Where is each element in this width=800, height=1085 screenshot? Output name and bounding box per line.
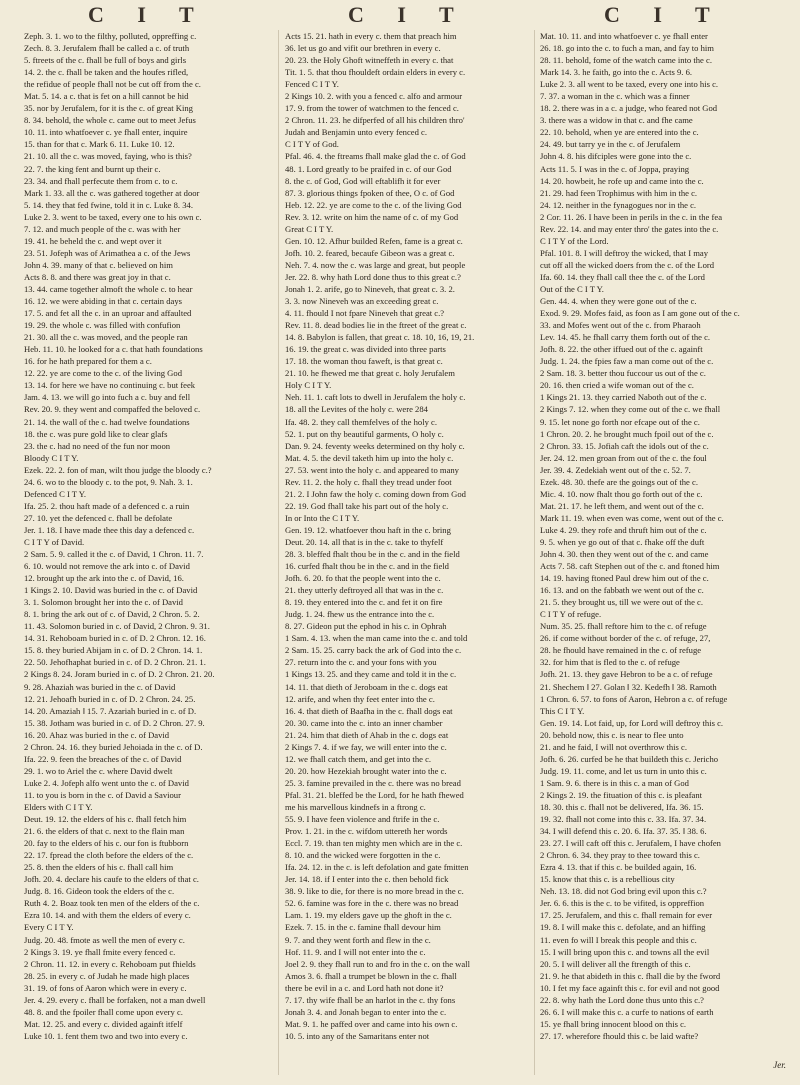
concordance-entry-line: 8. 10. and the wicked were forgotten in the c. (285, 850, 441, 861)
concordance-entry-line: Jofh. 10. 2. feared, becaufe Gibeon was a great c. (285, 247, 455, 258)
concordance-entry-line: 10. 5. into any of the Samaritans enter not (285, 1030, 430, 1041)
concordance-entry-line: 21. 5. they brought us, till we were out of the c. (540, 597, 704, 608)
concordance-entry-line: 5. ftreets of the c. fhall be full of boys and girls (24, 55, 187, 66)
concordance-column-right (540, 30, 785, 1042)
concordance-entry-line: 14. 11. that dieth of Jeroboam in the c. dogs eat (285, 681, 448, 692)
concordance-entry-line: Neh. 7. 4. now the c. was large and great, but people (285, 259, 466, 270)
concordance-entry-line: 35. nor by Jerufalem, for it is the c. of great King (24, 103, 193, 114)
concordance-entry-line: 20. behold now, this c. is near to flee unto (540, 729, 684, 740)
concordance-entry-line: 11. to you is born in the c. of David a Saviour (24, 789, 181, 800)
concordance-entry-line: Deut. 20. 14. all that is in the c. take to thyfelf (285, 536, 444, 547)
concordance-entry-line: 23. 27. I will caft off this c. Jerufalem, I have chofen (540, 838, 721, 849)
concordance-entry-line: 26. if come without border of the c. of refuge, 27, (540, 633, 711, 644)
concordance-entry-line: 15. than for that c. Mark 6. 11. Luke 10. 12. (24, 139, 175, 150)
concordance-entry-line: 2 Kings 7. 4. if we fay, we will enter into the c. (285, 741, 447, 752)
concordance-entry-line: Rev. 3. 12. write on him the name of c. of my God (285, 211, 459, 222)
concordance-entry-line: Gen. 19. 14. Lot faid, up, for Lord will deftroy this c. (540, 717, 724, 728)
concordance-entry-line: Luke 4. 29. they rofe and thruft him out of the c. (540, 524, 707, 535)
concordance-entry-line: me his marvellous kindnefs in a ftrong c. (285, 802, 426, 812)
concordance-entry-line: 10. I fet my face againft this c. for evil and not good (540, 982, 720, 993)
concordance-entry-line: Pfal. 101. 8. I will deftroy the wicked, that I may (540, 247, 709, 258)
concordance-entry-line: Gen. 19. 12. whatfoever thou haft in the c. bring (285, 524, 451, 535)
concordance-entry-line: Mat. 4. 5. the devil taketh him up into the holy c. (285, 452, 454, 463)
concordance-entry-line: Jonah 1. 2. arife, go to Nineveh, that great c. 3. 2. (285, 283, 455, 294)
concordance-entry-line: Ezra 10. 14. and with them the elders of every c. (24, 910, 191, 921)
concordance-entry-line: 2 Chron. 33. 15. Jofiah caft the idols out of the c. (540, 440, 709, 451)
concordance-entry-line: Amos 3. 6. fhall a trumpet be blown in the c. fhall (285, 970, 457, 981)
concordance-entry-line: 1 Sam. 9. 6. there is in this c. a man of God (540, 777, 689, 788)
concordance-entry-line: 52. 1. put on thy beautiful garments, O holy c. (285, 428, 444, 439)
concordance-entry-line: Jofh. 8. 22. the other iffued out of the c. againft (540, 344, 703, 355)
concordance-entry-line: Luke 10. 1. fent them two and two into every c. (24, 1030, 188, 1041)
concordance-entry-line: Jofh. 20. 4. declare his caufe to the elders of that c. (24, 874, 199, 885)
concordance-entry-line: 20. 5. I will deliver all the ftrength of this c. (540, 958, 691, 969)
concordance-entry-line: Gen. 10. 12. Afhur builded Refen, fame is a great c. (285, 235, 463, 246)
concordance-entry-line: 23. the c. had no need of the fun nor moon (24, 440, 171, 451)
concordance-entry-line: Elders with C I T Y. (24, 802, 93, 812)
concordance-entry-line: 2 Sam. 18. 3. better thou fuccour us out of the c. (540, 368, 706, 379)
concordance-entry-line: 87. 3. glorious things fpoken of thee, O c. of God (285, 187, 455, 198)
concordance-entry-line: 2 Sam. 5. 9. called it the c. of David, 1 Chron. 11. 7. (24, 549, 204, 560)
concordance-entry-line: 8. 1. bring the ark out of c. of David, 2 Chron. 5. 2. (24, 609, 200, 620)
concordance-entry-line: Mat. 21. 17. he left them, and went out of the c. (540, 500, 704, 511)
concordance-entry-line: 16. 12. we were abiding in that c. certain days (24, 296, 182, 307)
concordance-entry-line: 17. 25. Jerufalem, and this c. fhall remain for ever (540, 910, 713, 921)
concordance-entry-line: Ezek. 22. 2. fon of man, wilt thou judge the bloody c.? (24, 464, 212, 475)
concordance-entry-line: 21. 14. the wall of the c. had twelve foundations (24, 416, 190, 427)
concordance-entry-line: 34. I will defend this c. 20. 6. Ifa. 37. 35. ‖ 38. 6. (540, 826, 707, 837)
concordance-entry-line: 6. 10. would not remove the ark into c. of David (24, 561, 190, 572)
concordance-entry-line: Defenced C I T Y. (24, 488, 86, 499)
concordance-entry-line: 31. 19. of fons of Aaron which were in every c. (24, 982, 187, 993)
concordance-entry-line: Jam. 4. 13. we will go into fuch a c. buy and fell (24, 392, 191, 403)
concordance-entry-line: 55. 9. I have feen violence and ftrife in the c. (285, 814, 440, 825)
running-head-right: C I T (604, 2, 724, 27)
concordance-entry-line: 8. 34. behold, the whole c. came out to meet Jefus (24, 115, 196, 126)
concordance-entry-line: 1 Chron. 20. 2. he brought much fpoil out of the c. (540, 428, 714, 439)
concordance-entry-line: Ifa. 60. 14. they fhall call thee the c. of the Lord (540, 271, 705, 282)
concordance-entry-line: Lam. 1. 19. my elders gave up the ghoft in the c. (285, 910, 452, 921)
concordance-entry-line: 2 Chron. 6. 34. they pray to thee toward this c. (540, 850, 700, 861)
concordance-entry-line: Eccl. 7. 19. than ten mighty men which are in the c. (285, 838, 463, 849)
concordance-entry-line: Ruth 4. 2. Boaz took ten men of the elders of the c. (24, 898, 200, 909)
concordance-entry-line: Mat. 5. 14. a c. that is fet on a hill cannot be hid (24, 91, 189, 102)
concordance-entry-line: 15. 38. Jotham was buried in c. of D. 2 Chron. 27. 9. (24, 717, 205, 728)
concordance-entry-line: Rev. 11. 8. dead bodies lie in the ftreet of the great c. (285, 320, 467, 331)
concordance-entry-line: Heb. 11. 10. he looked for a c. that hath foundations (24, 344, 203, 355)
concordance-entry-line: 3. 3. now Nineveh was an exceeding great c. (285, 296, 439, 307)
concordance-column-left (24, 30, 270, 1042)
concordance-entry-line: 2 Kings 7. 12. when they come out of the c. we fhall (540, 404, 721, 415)
concordance-entry-line: 20. 20. how Hezekiah brought water into the c. (285, 765, 447, 776)
concordance-entry-line: 22. 7. the king fent and burnt up their c. (24, 163, 161, 174)
concordance-entry-line: 12. 21. Jehoafh buried in c. of D. 2 Chron. 24. 25. (24, 693, 196, 704)
concordance-entry-line: 14. 20. howbeit, he rofe up and came into the c. (540, 175, 704, 186)
concordance-entry-line: Lev. 14. 45. he fhall carry them forth out of the c. (540, 332, 711, 343)
concordance-entry-line: 24. 6. wo to the bloody c. to the pot, 9. Nah. 3. 1. (24, 476, 193, 487)
concordance-entry-line: Neh. 11. 1. caft lots to dwell in Jerufalem the holy c. (285, 392, 466, 403)
concordance-entry-line: 21. 9. he that abideth in this c. fhall die by the fword (540, 970, 721, 981)
concordance-entry-line: Jer. 1. 18. I have made thee this day a defenced c. (24, 524, 195, 535)
concordance-entry-line: 28. 3. bleffed fhalt thou be in the c. and in the field (285, 549, 460, 560)
concordance-entry-line: 14. 20. Amaziah ‖ 15. 7. Azariah buried in c. of D. (24, 705, 197, 716)
concordance-entry-line: 1 Chron. 6. 57. to fons of Aaron, Hebron a c. of refuge (540, 693, 728, 704)
concordance-entry-line: Ezra 4. 13. that if this c. be builded again, 16. (540, 862, 697, 873)
concordance-entry-line: Pfal. 31. 21. bleffed be the Lord, for he hath fhewed (285, 789, 464, 800)
concordance-entry-line: 8. the c. of God, God will eftablifh it for ever (285, 175, 441, 186)
concordance-entry-line: 22. 19. God fhall take his part out of the holy c. (285, 500, 449, 511)
concordance-entry-line: Ifa. 48. 2. they call themfelves of the holy c. (285, 416, 438, 427)
concordance-entry-line: 12. arife, and when thy feet enter into the c. (285, 693, 435, 704)
concordance-entry-line: Zech. 8. 3. Jerufalem fhall be called a c. of truth (24, 43, 190, 54)
concordance-entry-line: C I T Y of the Lord. (540, 235, 609, 246)
concordance-entry-line: 25. 8. then the elders of his c. fhall call him (24, 862, 174, 873)
concordance-entry-line: 21. 10. he fhewed me that great c. holy Jerufalem (285, 368, 455, 379)
concordance-entry-line: the refidue of people fhall not be cut off from the c. (24, 79, 201, 90)
concordance-entry-line: 18. 30. this c. fhall not be delivered, Ifa. 36. 15. (540, 802, 704, 812)
concordance-entry-line: 15. 8. they buried Abijam in c. of D. 2 Chron. 14. 1. (24, 645, 203, 656)
concordance-entry-line: Deut. 19. 12. the elders of his c. fhall fetch him (24, 814, 187, 825)
concordance-entry-line: 19. 8. I will make this c. defolate, and an hiffing (540, 922, 706, 933)
concordance-entry-line: 1 Kings 13. 25. and they came and told it in the c. (285, 669, 457, 680)
concordance-entry-line: 2 Kings 8. 24. Joram buried in c. of D. 2 Chron. 21. 20. (24, 669, 215, 680)
concordance-entry-line: 20. 16. then cried a wife woman out of the c. (540, 380, 694, 391)
concordance-entry-line: 27. 10. yet the defenced c. fhall be defolate (24, 512, 173, 523)
concordance-entry-line: 27. return into the c. and your fons with you (285, 657, 437, 668)
page-header (0, 0, 800, 30)
column-rule-left (278, 30, 279, 1075)
concordance-entry-line: Mark 1. 33. all the c. was gathered together at door (24, 187, 200, 198)
concordance-entry-line: Luke 2. 3. went to be taxed, every one to his own c. (24, 211, 202, 222)
concordance-entry-line: Mark 14. 3. he faith, go into the c. Acts 9. 6. (540, 67, 693, 78)
concordance-entry-line: 17. 9. from the tower of watchmen to the fenced c. (285, 103, 459, 114)
concordance-entry-line: 3. 1. Solomon brought her into the c. of David (24, 597, 183, 608)
concordance-entry-line: John 4. 30. then they went out of the c. and came (540, 549, 709, 560)
concordance-entry-line: Jofh. 21. 13. they gave Hebron to be a c. of refuge (540, 669, 713, 680)
concordance-entry-line: 19. 41. he beheld the c. and wept over it (24, 235, 162, 246)
concordance-entry-line: 21. 6. the elders of that c. next to the flain man (24, 826, 185, 837)
concordance-entry-line: 26. 18. go into the c. to fuch a man, and fay to him (540, 43, 714, 54)
catchword: Jer. (773, 1060, 786, 1070)
concordance-entry-line: 28. 11. behold, fome of the watch came into the c. (540, 55, 712, 66)
concordance-entry-line: Rev. 22. 14. and may enter thro' the gates into the c. (540, 223, 719, 234)
concordance-entry-line: 52. 6. famine was fore in the c. there was no bread (285, 898, 459, 909)
concordance-entry-line: 12. 22. ye are come to the c. of the living God (24, 368, 182, 379)
concordance-entry-line: Tit. 1. 5. that thou fhouldeft ordain elders in every c. (285, 67, 466, 78)
concordance-entry-line: 2 Kings 3. 19. ye fhall fmite every fenced c. (24, 946, 176, 957)
concordance-entry-line: 2 Sam. 15. 25. carry back the ark of God into the c. (285, 645, 462, 656)
concordance-entry-line: 14. 8. Babylon is fallen, that great c. 18. 10, 16, 19, 21. (285, 332, 475, 343)
concordance-entry-line: 11. 43. Solomon buried in c. of David, 2 Chron. 9. 31. (24, 621, 210, 632)
concordance-entry-line: 19. 29. the whole c. was filled with confufion (24, 320, 181, 331)
concordance-entry-line: Every C I T Y. (24, 922, 74, 933)
concordance-entry-line: Jer. 22. 8. why hath Lord done thus to this great c.? (285, 271, 461, 282)
column-rule-right (534, 30, 535, 1075)
concordance-entry-line: 38. 9. like to die, for there is no more bread in the c. (285, 886, 464, 897)
concordance-entry-line: Mat. 9. 1. he paffed over and came into his own c. (285, 1018, 458, 1029)
concordance-entry-line: Jer. 24. 12. men groan from out of the c. the foul (540, 452, 707, 463)
concordance-entry-line: Judg. 1. 24. the fpies faw a man come out of the c. (540, 356, 714, 367)
concordance-entry-line: 15. I will bring upon this c. and towns all the evil (540, 946, 710, 957)
concordance-entry-line: 10. 11. into whatfoever c. ye fhall enter, inquire (24, 127, 188, 138)
concordance-entry-line: 18. 2. there was in a c. a judge, who feared not God (540, 103, 718, 114)
concordance-entry-line: Jofh. 6. 26. curfed be he that buildeth this c. Jericho (540, 753, 719, 764)
concordance-entry-line: Num. 35. 25. fhall reftore him to the c. of refuge (540, 621, 707, 632)
concordance-entry-line: John 4. 8. his difciples were gone into the c. (540, 151, 692, 162)
concordance-entry-line: 2 Chron. 11. 12. in every c. Rehoboam put fhields (24, 958, 196, 969)
concordance-entry-line: Pfal. 46. 4. the ftreams fhall make glad the c. of God (285, 151, 466, 162)
concordance-entry-line: Acts 8. 8. and there was great joy in that c. (24, 271, 171, 282)
concordance-entry-line: Judg. 19. 11. come, and let us turn in unto this c. (540, 765, 707, 776)
concordance-entry-line: 17. 18. the woman thou faweft, is that great c. (285, 356, 443, 367)
concordance-entry-line: cut off all the wicked doers from the c. of the Lord (540, 259, 715, 270)
concordance-entry-line: 33. and Mofes went out of the c. from Pharaoh (540, 320, 701, 331)
concordance-entry-line: Dan. 9. 24. feventy weeks determined on thy holy c. (285, 440, 465, 451)
concordance-entry-line: 22. 10. behold, when ye are entered into the c. (540, 127, 699, 138)
concordance-entry-line: Judg. 8. 16. Gideon took the elders of the c. (24, 886, 175, 897)
concordance-entry-line: 13. 14. for here we have no continuing c. but feek (24, 380, 196, 391)
concordance-entry-line: there be evil in a c. and Lord hath not done it? (285, 982, 444, 993)
concordance-entry-line: Neh. 13. 18. did not God bring evil upon this c.? (540, 886, 707, 897)
concordance-entry-line: Exod. 9. 29. Mofes faid, as foon as I am gone out of the c. (540, 308, 740, 319)
concordance-entry-line: 27. 53. went into the holy c. and appeared to many (285, 464, 459, 475)
concordance-entry-line: 14. 2. the c. fhall be taken and the houfes rifled, (24, 67, 189, 78)
concordance-entry-line: 7. 17. thy wife fhall be an harlot in the c. thy fons (285, 994, 456, 1005)
concordance-entry-line: Gen. 44. 4. when they were gone out of the c. (540, 296, 697, 307)
concordance-entry-line: 2 Kings 10. 2. with you a fenced c. alfo and armour (285, 91, 463, 102)
concordance-entry-line: 1 Kings 2. 10. David was buried in the c. of David (24, 585, 198, 596)
concordance-entry-line: 22. 17. fpread the cloth before the elders of the c. (24, 850, 194, 861)
concordance-entry-line: Ifa. 24. 12. in the c. is left defolation and gate fmitten (285, 862, 469, 873)
concordance-entry-line: 28. he fhould have remained in the c. of refuge (540, 645, 702, 656)
concordance-entry-line: Acts 15. 21. hath in every c. them that preach him (285, 31, 457, 41)
concordance-entry-line: 2 Kings 2. 19. the fituation of this c. is pleafant (540, 789, 703, 800)
concordance-entry-line: 9. 28. Ahaziah was buried in the c. of David (24, 681, 176, 692)
concordance-entry-line: Jonah 3. 4. and Jonah began to enter into the c. (285, 1006, 447, 1017)
concordance-entry-line: 20. 30. came into the c. into an inner chamber (285, 717, 443, 728)
concordance-entry-line: 17. 5. and fet all the c. in an uproar and affaulted (24, 308, 192, 319)
concordance-entry-line: 16. 19. the great c. was divided into three parts (285, 344, 446, 355)
concordance-entry-line: 15. ye fhall bring innocent blood on this c. (540, 1018, 687, 1029)
concordance-entry-line: Mat. 10. 11. and into whatfoever c. ye fhall enter (540, 31, 708, 41)
concordance-entry-line: 22. 50. Jehofhaphat buried in c. of D. 2 Chron. 21. 1. (24, 657, 206, 668)
concordance-column-middle (285, 30, 531, 1042)
concordance-entry-line: Luke 2. 3. all went to be taxed, every one into his c. (540, 79, 719, 90)
concordance-entry-line: 4. 11. fhould I not fpare Nineveh that great c.? (285, 308, 445, 319)
concordance-entry-line: 7. 12. and much people of the c. was with her (24, 223, 181, 234)
concordance-entry-line: 48. 8. and the fpoiler fhall come upon every c. (24, 1006, 183, 1017)
concordance-entry-line: 16. 13. and on the fabbath we went out of the c. (540, 585, 704, 596)
concordance-entry-line: 32. for him that is fled to the c. of refuge (540, 657, 680, 668)
concordance-entry-line: 9. 5. when ye go out of that c. fhake off the duft (540, 536, 705, 547)
concordance-entry-line: 21. 29. had feen Trophimus with him in the c. (540, 187, 698, 198)
concordance-entry-line: 14. 31. Rehoboam buried in c. of D. 2 Chron. 12. 16. (24, 633, 206, 644)
concordance-entry-line: Hof. 11. 9. and I will not enter into the c. (285, 946, 426, 957)
concordance-entry-line: 11. even fo will I break this people and this c. (540, 934, 697, 945)
concordance-entry-line: 21. they utterly deftroyed all that was in the c. (285, 585, 444, 596)
concordance-entry-line: 21. Shechem ‖ 27. Golan ‖ 32. Kedefh ‖ 38. Ramoth (540, 681, 717, 692)
concordance-entry-line: 15. know that this c. is a rebellious city (540, 874, 675, 885)
concordance-entry-line: 28. 25. in every c. of Judah he made high places (24, 970, 190, 981)
concordance-entry-line: 2 Cor. 11. 26. I have been in perils in the c. in the fea (540, 211, 723, 222)
concordance-entry-line: 19. 32. fhall not come into this c. 33. Ifa. 37. 34. (540, 814, 707, 825)
concordance-entry-line: 7. 37. a woman in the c. which was a finner (540, 91, 690, 102)
concordance-entry-line: 12. we fhall catch them, and get into the c. (285, 753, 432, 764)
concordance-entry-line: 9. 7. and they went forth and flew in the c. (285, 934, 431, 945)
concordance-entry-line: Mark 11. 19. when even was come, went out of the c. (540, 512, 724, 523)
concordance-entry-line: 1 Kings 21. 13. they carried Naboth out of the c. (540, 392, 707, 403)
concordance-entry-line: 18. all the Levites of the holy c. were 284 (285, 404, 428, 415)
concordance-entry-line: Rev. 11. 2. the holy c. fhall they tread under foot (285, 476, 452, 487)
concordance-entry-line: Judg. 1. 24. fhew us the entrance into the c. (285, 609, 435, 620)
concordance-entry-line: 16. 4. that dieth of Baafha in the c. fhall dogs eat (285, 705, 453, 716)
concordance-entry-line: 24. 49. but tarry ye in the c. of Jerufalem (540, 139, 681, 150)
concordance-entry-line: C I T Y of God. (285, 139, 339, 150)
concordance-entry-line: 20. fay to the elders of his c. our fon is ftubborn (24, 838, 189, 849)
concordance-entry-line: Jer. 39. 4. Zedekiah went out of the c. 52. 7. (540, 464, 691, 475)
concordance-entry-line: 21. 10. all the c. was moved, faying, who is this? (24, 151, 192, 162)
concordance-entry-line: Jofh. 6. 20. fo that the people went into the c. (285, 573, 441, 584)
concordance-entry-line: Joel 2. 9. they fhall run to and fro in the c. on the wall (285, 958, 470, 969)
concordance-entry-line: Mat. 12. 25. and every c. divided againft itfelf (24, 1018, 183, 1029)
concordance-entry-line: Jer. 4. 29. every c. fhall be forfaken, not a man dwell (24, 994, 206, 1005)
concordance-entry-line: C I T Y of refuge. (540, 609, 602, 620)
concordance-entry-line: 25. 3. famine prevailed in the c. there was no bread (285, 777, 461, 788)
concordance-entry-line: 22. 8. why hath the Lord done thus unto this c.? (540, 994, 704, 1005)
concordance-entry-line: Mic. 4. 10. now fhalt thou go forth out of the c. (540, 488, 703, 499)
concordance-entry-line: 26. 6. I will make this c. a curfe to nations of earth (540, 1006, 714, 1017)
running-head-center: C I T (348, 2, 468, 27)
concordance-entry-line: 29. 1. wo to Ariel the c. where David dwelt (24, 765, 173, 776)
concordance-entry-line: Jer. 14. 18. if I enter into the c. then behold fick (285, 874, 449, 885)
concordance-entry-line: In or Into the C I T Y. (285, 512, 360, 523)
concordance-entry-line: Luke 2. 4. Jofeph alfo went unto the c. of David (24, 777, 189, 788)
concordance-entry-line: 48. 1. Lord greatly to be praifed in c. of our God (285, 163, 452, 174)
concordance-entry-line: 18. the c. was pure gold like to clear glafs (24, 428, 168, 439)
concordance-entry-line: 16. curfed fhalt thou be in the c. and in the field (285, 561, 449, 572)
concordance-entry-line: 1 Sam. 4. 13. when the man came into the c. and told (285, 633, 468, 644)
concordance-entry-line: Ifa. 25. 2. thou haft made of a defenced c. a ruin (24, 500, 190, 511)
concordance-entry-line: 9. 15. let none go forth nor efcape out of the c. (540, 416, 700, 427)
concordance-entry-line: Heb. 12. 22. ye are come to the c. of the living God (285, 199, 462, 210)
concordance-entry-line: Acts 11. 5. I was in the c. of Joppa, praying (540, 163, 690, 174)
concordance-entry-line: 21. 2. I John faw the holy c. coming down from God (285, 488, 466, 499)
concordance-entry-line: 13. 44. came together almoft the whole c. to hear (24, 283, 193, 294)
concordance-entry-line: 8. 27. Gideon put the ephod in his c. in Ophrah (285, 621, 447, 632)
concordance-entry-line: 21. 30. all the c. was moved, and the people ran (24, 332, 188, 343)
running-head-left: C I T (88, 2, 208, 27)
concordance-entry-line: 5. 14. they that fed fwine, told it in c. Luke 8. 34. (24, 199, 193, 210)
concordance-entry-line: Ezek. 7. 15. in the c. famine fhall devour him (285, 922, 441, 933)
concordance-entry-line: Out of the C I T Y. (540, 283, 604, 294)
concordance-entry-line: 20. 23. the Holy Ghoft witneffeth in every c. that (285, 55, 454, 66)
concordance-entry-line: 2 Chron. 11. 23. he difperfed of all his children thro' (285, 115, 465, 126)
concordance-entry-line: 27. 17. wherefore fhould this c. be laid wafte? (540, 1030, 699, 1041)
concordance-entry-line: Prov. 1. 21. in the c. wifdom uttereth her words (285, 826, 448, 837)
concordance-entry-line: Ezek. 48. 30. thefe are the goings out of the c. (540, 476, 698, 487)
concordance-entry-line: 14. 19. having ftoned Paul drew him out of the c. (540, 573, 709, 584)
concordance-entry-line: Great C I T Y. (285, 223, 334, 234)
concordance-entry-line: Acts 7. 58. caft Stephen out of the c. and ftoned him (540, 561, 720, 572)
concordance-entry-line: Zeph. 3. 1. wo to the filthy, polluted, oppreffing c. (24, 31, 197, 41)
concordance-entry-line: Holy C I T Y. (285, 380, 332, 391)
concordance-entry-line: 23. 51. Jofeph was of Arimathea a c. of the Jews (24, 247, 191, 258)
concordance-entry-line: Judah and Benjamin unto every fenced c. (285, 127, 427, 138)
concordance-entry-line: Jer. 6. 6. this is the c. to be vifited, is oppreffion (540, 898, 705, 909)
concordance-entry-line: 8. 19. they entered into the c. and fet it on fire (285, 597, 443, 608)
concordance-entry-line: 16. for he hath prepared for them a c. (24, 356, 152, 367)
concordance-entry-line: 23. 34. and fhall perfecute them from c. to c. (24, 175, 178, 186)
concordance-entry-line: 24. 12. neither in the fynagogues nor in the c. (540, 199, 697, 210)
concordance-entry-line: Fenced C I T Y. (285, 79, 339, 90)
concordance-entry-line: 3. there was a widow in that c. and fhe came (540, 115, 693, 126)
concordance-entry-line: Bloody C I T Y. (24, 452, 79, 463)
concordance-entry-line: 16. 20. Ahaz was buried in the c. of David (24, 729, 170, 740)
concordance-entry-line: 2 Chron. 24. 16. they buried Jehoiada in the c. of D. (24, 741, 203, 752)
concordance-entry-line: 12. brought up the ark into the c. of David, 16. (24, 573, 184, 584)
concordance-entry-line: This C I T Y. (540, 705, 585, 716)
concordance-entry-line: C I T Y of David. (24, 536, 85, 547)
concordance-entry-line: 21. 24. him that dieth of Ahab in the c. dogs eat (285, 729, 449, 740)
concordance-entry-line: Rev. 20. 9. they went and compaffed the beloved c. (24, 404, 201, 415)
concordance-entry-line: John 4. 39. many of that c. believed on him (24, 259, 173, 270)
concordance-entry-line: 21. and he faid, I will not overthrow this c. (540, 741, 688, 752)
concordance-entry-line: Ifa. 22. 9. feen the breaches of the c. of David (24, 753, 182, 764)
concordance-entry-line: 36. let us go and vifit our brethren in every c. (285, 43, 441, 54)
concordance-entry-line: Judg. 20. 48. fmote as well the men of every c. (24, 934, 185, 945)
